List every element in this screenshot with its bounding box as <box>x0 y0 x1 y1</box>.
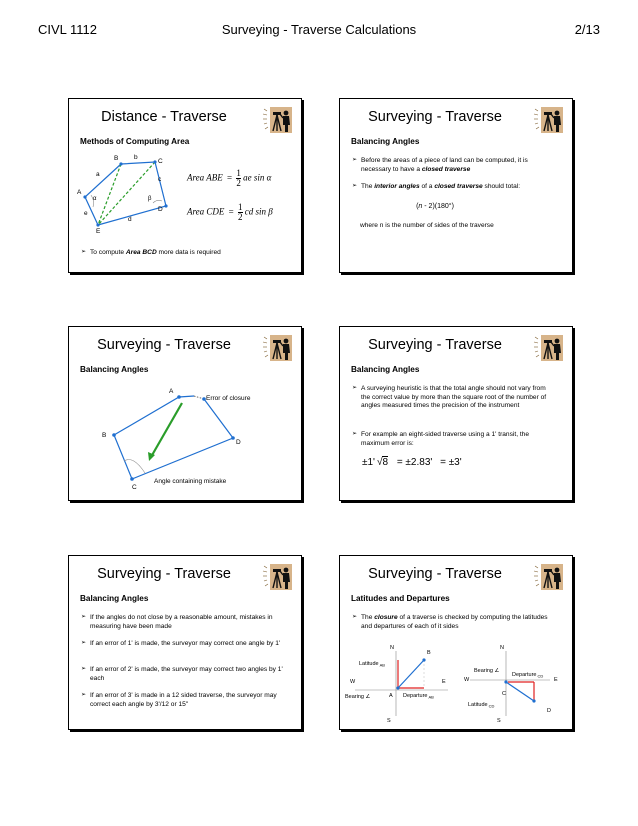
west-label: W <box>350 679 356 685</box>
slide-title: Surveying - Traverse <box>368 337 502 353</box>
slide-subtitle: Balancing Angles <box>80 365 149 374</box>
side-e: e <box>84 210 88 217</box>
slide-subtitle: Balancing Angles <box>351 137 420 146</box>
south-label: S <box>387 718 391 724</box>
closure-diagram <box>69 327 301 500</box>
formula-area-abe: Area ABE = $\frac{1}{2}$ ae sin α <box>187 168 272 188</box>
slide-error-of-closure <box>68 326 302 501</box>
formula-area-cde: Area CDE = $\frac{1}{2}$ cd sin β <box>187 202 273 222</box>
slide-title: Surveying - Traverse <box>368 109 502 125</box>
surveyor-logo-icon <box>532 333 566 363</box>
north-label: N <box>500 645 504 651</box>
point-B: B <box>427 650 431 656</box>
latitude-ab-label: Latitude$_{AB}$ <box>359 661 385 668</box>
lat-dep-diagrams <box>340 556 572 729</box>
slide-title: Surveying - Traverse <box>97 337 231 353</box>
vertex-A: A <box>77 189 82 196</box>
document-title: Surveying - Traverse Calculations <box>221 22 417 37</box>
angle-mistake-label: Angle containing mistake <box>154 478 227 485</box>
bullet-interior-angles: ➢ The interior angles of a closed traverse should total: <box>352 183 521 190</box>
vertex-C: C <box>158 158 163 165</box>
slide-title: Distance - Traverse <box>101 109 227 125</box>
point-C: C <box>502 691 506 697</box>
west-label: W <box>464 677 470 683</box>
bullet-item: ➢ If the angles do not close by a reasonable amount, mistakes in measuring have been made <box>81 614 273 630</box>
surveyor-logo-icon <box>532 105 566 135</box>
vertex-A: A <box>169 388 174 395</box>
vertex-C: C <box>132 484 137 491</box>
slide-subtitle: Methods of Computing Area <box>80 137 190 146</box>
vertex-D: D <box>236 439 241 446</box>
point-A: A <box>389 693 393 699</box>
slide-distance-traverse <box>68 98 302 273</box>
page-number: 2/13 <box>574 22 600 37</box>
slide-latitudes-departures <box>339 555 573 730</box>
side-b: b <box>134 154 138 161</box>
side-c: c <box>158 176 162 183</box>
north-label: N <box>390 645 394 651</box>
east-label: E <box>554 677 558 683</box>
vertex-B: B <box>102 432 107 439</box>
bearing-label: Bearing ∠ <box>345 694 371 700</box>
angle-alpha: α <box>93 196 97 202</box>
departure-cd-label: Departure$_{CD}$ <box>512 672 544 679</box>
bullet-area-bcd: ➢ To compute Area BCD more data is required <box>81 249 221 256</box>
interior-angle-formula: (n - 2)(180°) <box>416 203 454 210</box>
point-D: D <box>547 708 551 714</box>
vertex-B: B <box>114 155 119 162</box>
slide-subtitle: Latitudes and Departures <box>351 594 450 603</box>
error-of-closure-label: Error of closure <box>206 395 251 402</box>
bullet-closed-traverse: ➢ Before the areas of a piece of land can be computed, it is necessary to have a closed traverse <box>352 157 528 173</box>
bullet-example: ➢ For example an eight-sided traverse using a 1' transit, the maximum error is: <box>352 431 530 447</box>
slide-title: Surveying - Traverse <box>97 566 231 582</box>
max-error-formula: ±1' √8 = ±2.83' = ±3' <box>362 457 462 468</box>
bullet-item: ➢ If an error of 3' is made in a 12 sided traverse, the surveyor may correct each angle by 3'/12 or 15" <box>81 692 277 708</box>
east-label: E <box>442 679 446 685</box>
course-code: CIVL 1112 <box>38 22 98 37</box>
slide-subtitle: Balancing Angles <box>351 365 420 374</box>
formula-note: where n is the number of sides of the traverse <box>360 222 494 229</box>
angle-beta: β <box>148 196 152 202</box>
slide-subtitle: Balancing Angles <box>80 594 149 603</box>
bullet-heuristic: ➢ A surveying heuristic is that the total angle should not vary from the correct value by more than the square root of the number of angles measured times the precision of the instrument <box>352 385 547 410</box>
slide-balancing-corrections <box>68 555 302 730</box>
departure-ab-label: Departure$_{AB}$ <box>403 693 434 700</box>
side-a: a <box>96 171 100 178</box>
bullet-item: ➢ If an error of 2' is made, the surveyor may correct two angles by 1' each <box>81 666 283 682</box>
slide-title: Surveying - Traverse <box>368 566 502 582</box>
surveyor-logo-icon <box>261 562 295 592</box>
bullet-closure: ➢ The closure of a traverse is checked by computing the latitudes and departures of each of it sides <box>352 614 548 630</box>
bearing-label: Bearing ∠ <box>474 668 500 674</box>
slide-balancing-angles-1 <box>339 98 573 273</box>
bullet-item: ➢ If an error of 1' is made, the surveyor may correct one angle by 1' <box>81 640 281 647</box>
side-d: d <box>128 216 132 223</box>
slide-balancing-heuristic <box>339 326 573 501</box>
vertex-D: D <box>158 206 163 213</box>
latitude-cd-label: Latitude$_{CD}$ <box>468 702 495 709</box>
south-label: S <box>497 718 501 724</box>
vertex-E: E <box>96 228 101 235</box>
